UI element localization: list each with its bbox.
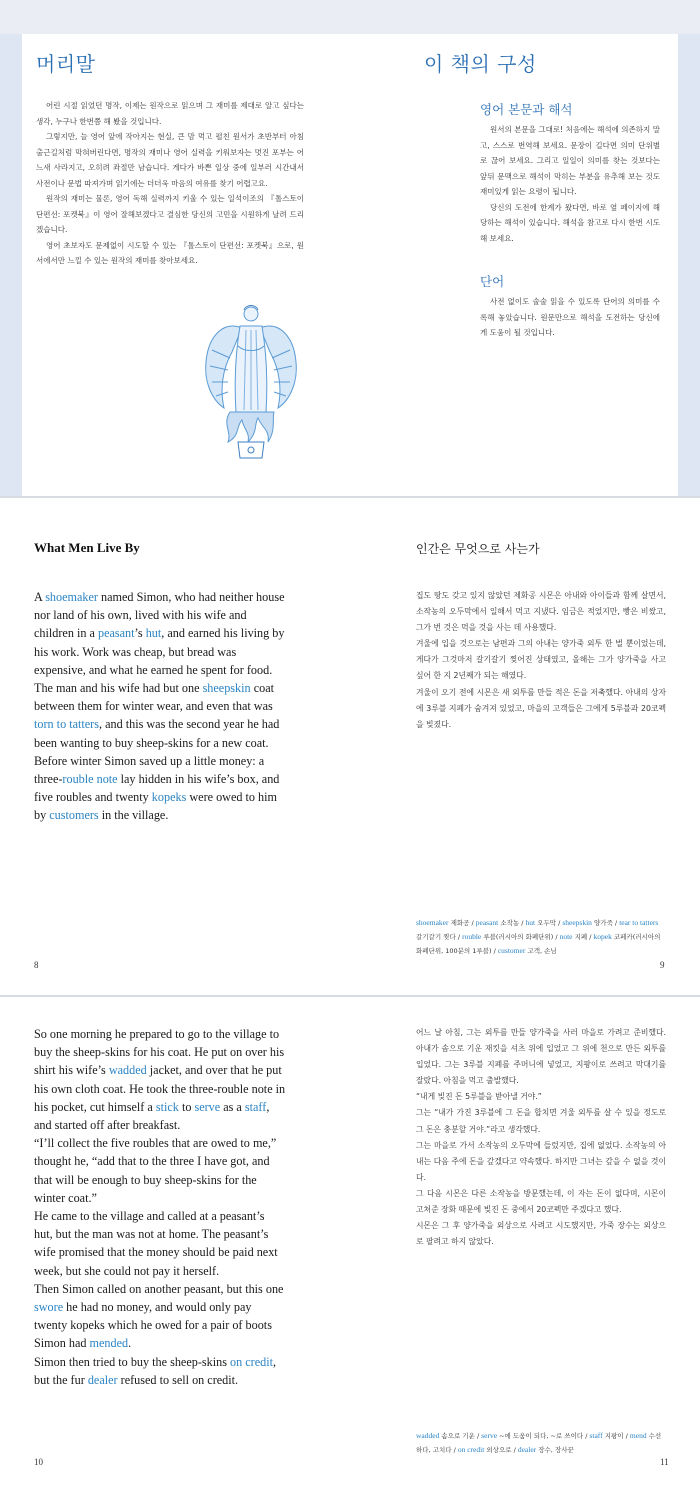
section-paragraph: 사전 없이도 술술 읽을 수 있도록 단어의 의미를 수록해 놓았습니다. 원문만으로 해석을 도전하는 당신에게 도움이 될 것입니다. (480, 297, 660, 337)
preface-paragraph: 그렇지만, 늘 영어 앞에 작아지는 현실, 큰 맘 먹고 펼친 원서가 초반부터 아침 출근길처럼 막혀버린다면, 명작의 재미나 영어 실력을 키워보자는 멋진 포부는 어느새 사라지고, 오히려 좌절만 남습니다. 게다가 바쁜 일상 중에 일부러 시간내서 사전이나 문법 따져가며 읽기에는 더더욱 마음의 여유를 찾기 어렵고요. (36, 132, 304, 188)
spread-inner (22, 34, 678, 496)
glossary-meaning: 양가죽 (594, 919, 613, 927)
glossary-word: kopek (593, 932, 612, 941)
vocab-word: stick (155, 1099, 179, 1114)
glossary-meaning: ~에 도움이 되다, ~로 쓰이다 (499, 1432, 584, 1440)
top-band (0, 0, 700, 34)
vocab-word: shoemaker (45, 590, 98, 604)
glossary-word: dealer (517, 1445, 537, 1454)
section-heading-vocabulary: 단어 (480, 274, 505, 289)
glossary-word: staff (589, 1431, 603, 1440)
vocab-word: kopeks (151, 790, 187, 805)
translation-paragraph: 그는 “내가 가진 3루블에 그 돈을 합치면 겨울 외투를 살 수 있을 정도로 그 돈은 충분할 거야.”라고 생각했다. (416, 1108, 666, 1134)
story-title-korean: 인간은 무엇으로 사는가 (416, 542, 540, 556)
vocab-word: torn to tatters (34, 717, 99, 732)
glossary-word: peasant (475, 918, 499, 927)
glossary-meaning: 지팡이 (604, 1432, 624, 1440)
glossary-word: sheepskin (562, 918, 592, 927)
glossary-meaning: 지폐 (574, 933, 588, 941)
vocab-word: swore (34, 1300, 64, 1315)
vocab-word: customers (49, 808, 99, 823)
preface-title: 머리말 (36, 52, 96, 76)
page-number-10: 10 (34, 1457, 43, 1467)
structure-title: 이 책의 구성 (424, 52, 537, 76)
english-text-page-8: A shoemaker named Simon, who had neither house nor land of his own, lived with his wife and children in a peasant’s hut, and earned his living by his work. Work was cheap, but bread was expensive, and what he earned he spent for food. The man and his wife had but one sheepskin coat between them for winter wear, and even that was torn to tatters, and this was the second year he had been wanting to buy sheep-skins for a new coat. Before winter Simon saved up a little money: a three-rouble note lay hidden in his wife’s box, and five roubles and twenty kopeks were owed to him by customers in the village. (34, 590, 285, 823)
translation-paragraph: 집도 땅도 갖고 있지 않았던 제화공 시몬은 아내와 아이들과 함께 살면서, 소작농의 오두막에서 일해서 먹고 지냈다. 임금은 적었지만, 빵은 비쌌고, 그가 번 것은 먹을 것을 사는 데 사용했다. (416, 591, 666, 633)
glossary-meaning: 제화공 (450, 919, 470, 927)
glossary-page-11: wadded 솜으로 기운 / serve ~에 도움이 되다, ~로 쓰이다 / staff 지팡이 / mend 수선하다, 고치다 / on credit 외상으로 / dealer 장수, 장사꾼 (416, 1431, 662, 1454)
spread-pages-10-11 (0, 997, 700, 1499)
section-paragraph: 원서의 본문을 그대로! 처음에는 해석에 의존하지 말고, 스스로 번역해 보세요. 문장이 길다면 의미 단위별로 끊어 보세요. 그리고 일일이 의미를 찾는 것보다는 앞뒤 문맥으로 해석이 막히는 부분을 유추해 보는 것도 재미있게 읽는 요령이 됩니다. (480, 125, 660, 196)
glossary-meaning: 외상으로 (486, 1446, 512, 1454)
translation-paragraph: 겨울이 오기 전에 시몬은 새 외투를 만들 적은 돈을 저축했다. 아내의 상자에 3루블 지폐가 숨겨져 있었고, 마을의 고객들은 그에게 5루블과 20코펙을 빚졌다. (416, 687, 666, 729)
preface-paragraph: 원작의 재미는 물론, 영어 독해 실력까지 키울 수 있는 일석이조의 『톨스토이 단편선: 포켓북』이 영어 잘해보겠다고 결심한 당신의 고민을 시원하게 날려 드리겠습니다. (36, 194, 304, 234)
glossary-word: wadded (416, 1431, 440, 1440)
preface-paragraph: 어린 시절 읽었던 명작, 이제는 원작으로 읽으며 그 재미를 제대로 알고 싶다는 생각, 누구나 한번쯤 해 봤을 것입니다. (36, 101, 304, 126)
story-title-english: What Men Live By (34, 540, 140, 555)
section-body-vocabulary (480, 294, 660, 341)
glossary-word: hut (525, 918, 536, 927)
page-number-9: 9 (660, 960, 665, 970)
glossary-meaning: 수선하다, 고치다 (416, 1432, 662, 1454)
glossary-page-9: shoemaker 제화공 / peasant 소작농 / hut 오두막 / sheepskin 양가죽 / tear to tatters 갈기갈기 찢다 / rouble 루블(러시아의 화폐단위) / note 지폐 / kopek 코페카(러시아의 화폐단위, 100분의 1루블) / customer 고객, 손님 (416, 918, 661, 955)
vocab-word: rouble note (62, 772, 118, 787)
glossary-meaning: 오두막 (537, 919, 557, 927)
translation-paragraph: 겨울에 입을 것으로는 남편과 그의 아내는 양가죽 외투 한 벌 뿐이었는데, 게다가 그것마저 갈기갈기 찢어진 상태였고, 올해는 그가 양가죽을 사고 싶어 한 지 2년째가 되는 해였다. (416, 639, 666, 681)
glossary-meaning: 솜으로 기운 (441, 1432, 475, 1440)
glossary-meaning: 갈기갈기 찢다 (416, 933, 456, 941)
glossary-word: rouble (462, 932, 482, 941)
translation-paragraph: 그는 마을로 가서 소작농의 오두막에 들렀지만, 집에 없었다. 소작농의 아내는 다음 주에 돈을 갚겠다고 약속했다. 하지만 그녀는 갚을 수 없을 것이다. (416, 1140, 666, 1182)
translation-paragraph: 시몬은 그 후 양가죽을 외상으로 사려고 시도했지만, 가죽 장수는 외상으로 팔려고 하지 않았다. (416, 1221, 666, 1247)
korean-translation-page-11 (416, 1025, 666, 1250)
glossary-word: customer (497, 946, 526, 955)
glossary-meaning: 루블(러시아의 화폐단위) (483, 933, 554, 941)
glossary-meaning: 장수, 장사꾼 (538, 1446, 574, 1454)
page-number-8: 8 (34, 960, 39, 970)
angel-illustration-icon (202, 300, 300, 466)
vocab-word: mended (89, 1336, 129, 1351)
preface-paragraph: 영어 초보자도 문제없이 시도할 수 있는 『톨스토이 단편선: 포켓북』으로, 원서에서만 느낄 수 있는 원작의 재미를 찾아보세요. (36, 240, 304, 265)
glossary-word: on credit (457, 1445, 485, 1454)
glossary-meaning: 코페카(러시아의 화폐단위, 100분의 1루블) (416, 933, 661, 955)
glossary-meaning: 고객, 손님 (527, 947, 557, 955)
glossary-word: serve (481, 1431, 498, 1440)
vocab-word: sheepskin (202, 681, 251, 696)
glossary-word: shoemaker (416, 918, 449, 927)
glossary-meaning: 소작농 (500, 919, 520, 927)
page-number-11: 11 (660, 1457, 669, 1467)
vocab-word: wadded (108, 1063, 147, 1078)
english-text-page-10: So one morning he prepared to go to the village to buy the sheep-skins for his coat. He put on over his shirt his wife’s wadded jacket, and over that he put his own cloth coat. He took the three-rouble note in his pocket, cut himself a stick to serve as a staff, and started off after breakfast. “I’ll collect the five roubles that are owed to me,” thought he, “add that to the three I have got, and that will be enough to buy sheep-skins for the winter coat.” He came to the village and called at a peasant’s hut, but the man was not at home. The peasant’s wife promised that the money should be paid next week, but she could not pay it herself. Then Simon called on another peasant, but this one swore he had no money, and would only pay twenty kopeks which he owed for a pair of boots Simon had mended. Simon then tried to buy the sheep-skins on credit, but the fur dealer refused to sell on credit. (34, 1027, 286, 1387)
korean-translation-page-9 (416, 588, 666, 733)
translation-paragraph: 그 다음 시몬은 다른 소작농을 방문했는데, 이 자는 돈이 없다며, 시몬이 고쳐준 장화 때문에 빚진 돈 중에서 20코펙만 주겠다고 했다. (416, 1188, 666, 1215)
vocab-word: serve (194, 1099, 221, 1114)
section-heading-text-translation: 영어 본문과 해석 (480, 102, 573, 117)
glossary-word: note (559, 932, 573, 941)
translation-paragraph: “내게 빚진 돈 5루블을 받아낼 거야.” (416, 1092, 542, 1102)
vocab-word: on credit (230, 1354, 273, 1369)
glossary-word: tear to tatters (619, 918, 659, 927)
section-body-text-translation (480, 122, 660, 246)
section-paragraph: 당신의 도전에 한계가 왔다면, 바로 옆 페이지에 해당하는 해석이 있습니다. 해석을 참고로 다시 한번 시도해 보세요. (480, 202, 660, 243)
spread-preface (0, 0, 700, 496)
vocab-word: dealer (87, 1372, 118, 1387)
spread-pages-8-9 (0, 498, 700, 995)
glossary-word: mend (629, 1431, 647, 1440)
vocab-word: peasant (97, 626, 135, 641)
preface-body (36, 98, 304, 269)
translation-paragraph: 어느 날 아침, 그는 외투를 만들 양가죽을 사러 마을로 가려고 준비했다. 아내가 솜으로 기운 재킷을 셔츠 위에 입었고 그 위에 천으로 만든 외투를 입었다. 그는 3루블 지폐를 주머니에 넣었고, 지팡이로 쓰려고 막대기를 잘랐다. 아침을 먹고 출발했다. (416, 1028, 666, 1086)
vocab-word: staff (244, 1099, 267, 1114)
vocab-word: hut (145, 626, 162, 641)
